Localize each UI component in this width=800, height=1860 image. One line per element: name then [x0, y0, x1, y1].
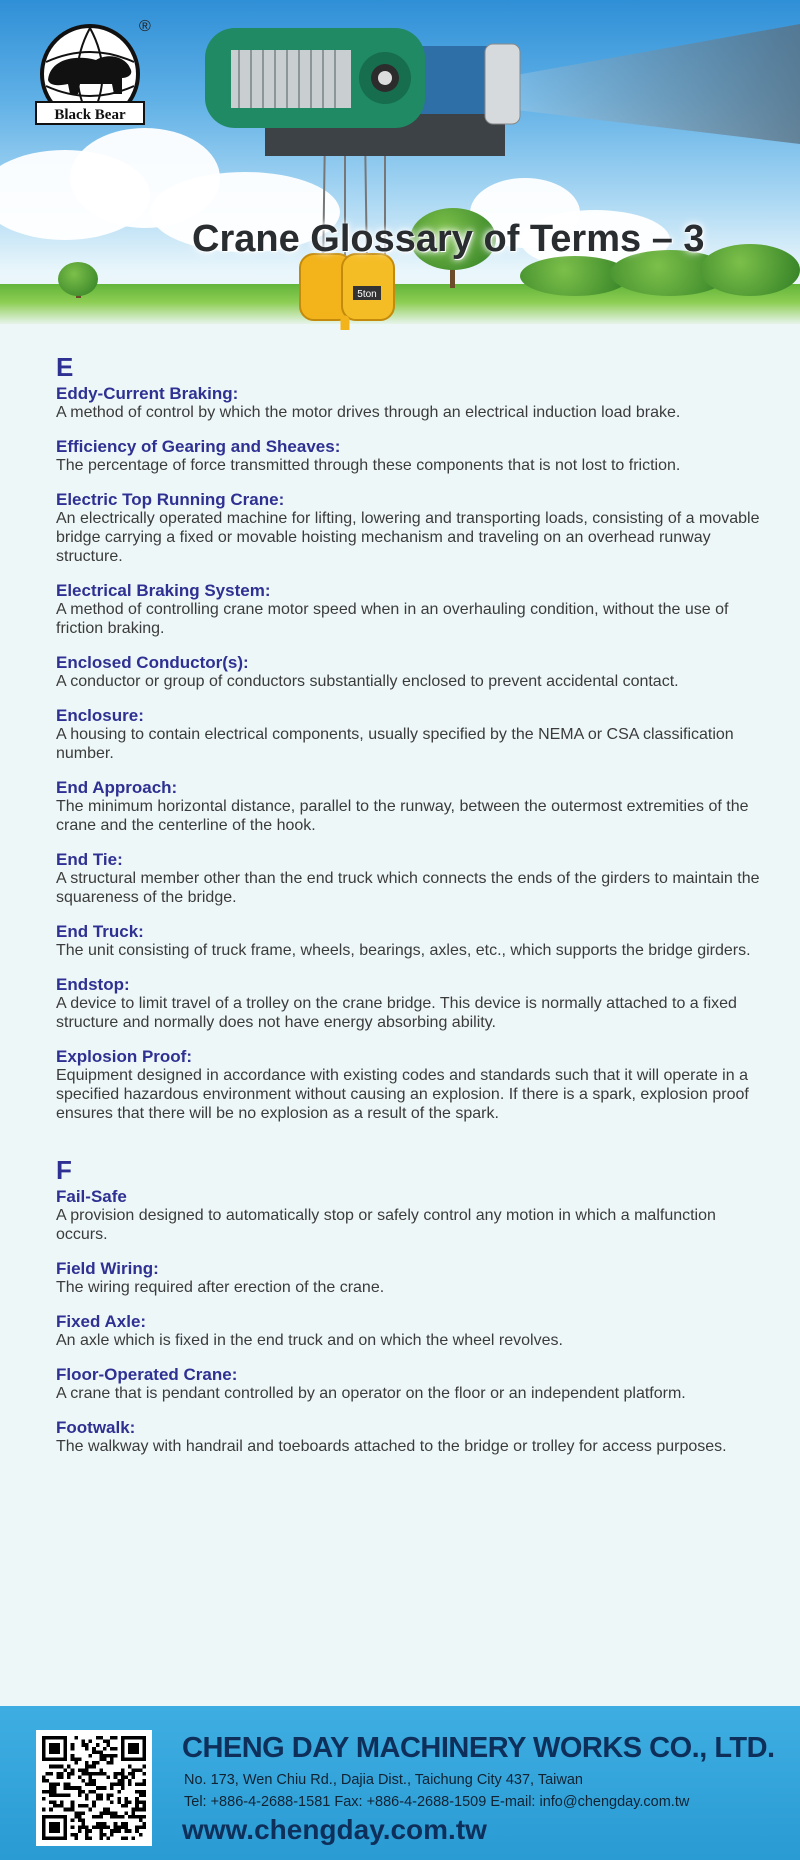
term-definition: A method of controlling crane motor speed when in an overhauling condition, without the use of friction braking. — [56, 601, 729, 637]
tree — [58, 262, 98, 296]
term-title: Footwalk: — [56, 1418, 136, 1437]
company-address: No. 173, Wen Chiu Rd., Dajia Dist., Taichung City 437, Taiwan — [184, 1772, 583, 1788]
term-title: Floor-Operated Crane: — [56, 1365, 238, 1384]
glossary-term — [56, 975, 768, 1032]
glossary-term — [56, 1365, 768, 1403]
term-definition: An electrically operated machine for lifting, lowering and transporting loads, consisting of a movable bridge carrying a fixed or movable hoisting mechanism and traveling on an overhead runway structure. — [56, 510, 760, 565]
glossary-term — [56, 1312, 768, 1350]
glossary-term — [56, 850, 768, 907]
company-footer — [0, 1706, 800, 1860]
term-definition: The walkway with handrail and toeboards attached to the bridge or trolley for access purposes. — [56, 1438, 727, 1455]
term-title: Enclosure: — [56, 706, 144, 725]
term-title: Electrical Braking System: — [56, 581, 271, 600]
glossary-term — [56, 1418, 768, 1456]
glossary-term — [56, 922, 768, 960]
term-definition: The unit consisting of truck frame, wheels, bearings, axles, etc., which supports the bridge girders. — [56, 942, 751, 959]
light-beam — [500, 24, 800, 144]
term-title: End Truck: — [56, 922, 144, 941]
glossary-term — [56, 1047, 768, 1123]
term-definition: A conductor or group of conductors substantially enclosed to prevent accidental contact. — [56, 673, 679, 690]
term-definition: A method of control by which the motor drives through an electrical induction load brake. — [56, 404, 681, 421]
term-title: Electric Top Running Crane: — [56, 490, 285, 509]
glossary-term — [56, 778, 768, 835]
black-bear-logo — [30, 22, 150, 132]
term-definition: The minimum horizontal distance, parallel to the runway, between the outermost extremities of the crane and the centerline of the hook. — [56, 798, 749, 834]
term-definition: An axle which is fixed in the end truck and on which the wheel revolves. — [56, 1332, 563, 1349]
glossary-term — [56, 437, 768, 475]
term-definition: The wiring required after erection of the crane. — [56, 1279, 385, 1296]
hoist-capacity-plate: 5ton — [357, 289, 377, 300]
electric-hoist-illustration — [205, 26, 535, 330]
term-title: Fail-Safe — [56, 1187, 127, 1206]
glossary-term — [56, 1259, 768, 1297]
glossary-term — [56, 1187, 768, 1244]
section-letter: E — [56, 352, 74, 382]
term-definition: A structural member other than the end truck which connects the ends of the girders to maintain the squareness of the bridge. — [56, 870, 760, 906]
term-definition: Equipment designed in accordance with existing codes and standards such that it will operate in a specified hazardous environment without causing an explosion. If there is a spark, explosion proof ensures that there will be no explosion as a result of the spark. — [56, 1067, 749, 1122]
logo-text: Black Bear — [54, 107, 126, 123]
glossary-term — [56, 384, 768, 422]
glossary-term — [56, 581, 768, 638]
company-website-link[interactable]: www.chengday.com.tw — [182, 1814, 487, 1845]
term-definition: A crane that is pendant controlled by an operator on the floor or an independent platform. — [56, 1385, 686, 1402]
term-definition: The percentage of force transmitted through these components that is not lost to friction. — [56, 457, 681, 474]
term-title: Field Wiring: — [56, 1259, 159, 1278]
term-title: End Tie: — [56, 850, 123, 869]
term-title: Eddy-Current Braking: — [56, 384, 239, 403]
tree — [700, 244, 800, 296]
page-title: Crane Glossary of Terms – 3 — [192, 218, 705, 260]
term-definition: A device to limit travel of a trolley on the crane bridge. This device is normally attached to a fixed structure and normally does not have energy absorbing ability. — [56, 995, 737, 1031]
term-definition: A housing to contain electrical components, usually specified by the NEMA or CSA classification number. — [56, 726, 734, 762]
term-definition: A provision designed to automatically stop or safely control any motion in which a malfunction occurs. — [56, 1207, 716, 1243]
company-contact: Tel: +886-4-2688-1581 Fax: +886-4-2688-1509 E-mail: info@chengday.com.tw — [184, 1794, 690, 1810]
section-letter: F — [56, 1155, 72, 1185]
registered-mark: ® — [139, 18, 151, 35]
term-title: Fixed Axle: — [56, 1312, 147, 1331]
term-title: Enclosed Conductor(s): — [56, 653, 249, 672]
glossary-term — [56, 490, 768, 566]
term-title: Explosion Proof: — [56, 1047, 192, 1066]
qr-code[interactable] — [36, 1730, 152, 1846]
glossary-term — [56, 653, 768, 691]
term-title: Efficiency of Gearing and Sheaves: — [56, 437, 341, 456]
term-title: Endstop: — [56, 975, 130, 994]
header-banner — [0, 0, 800, 330]
term-title: End Approach: — [56, 778, 178, 797]
glossary — [56, 352, 768, 1456]
qr-code-icon — [42, 1736, 146, 1840]
company-name: CHENG DAY MACHINERY WORKS CO., LTD. — [182, 1732, 775, 1764]
glossary-term — [56, 706, 768, 763]
